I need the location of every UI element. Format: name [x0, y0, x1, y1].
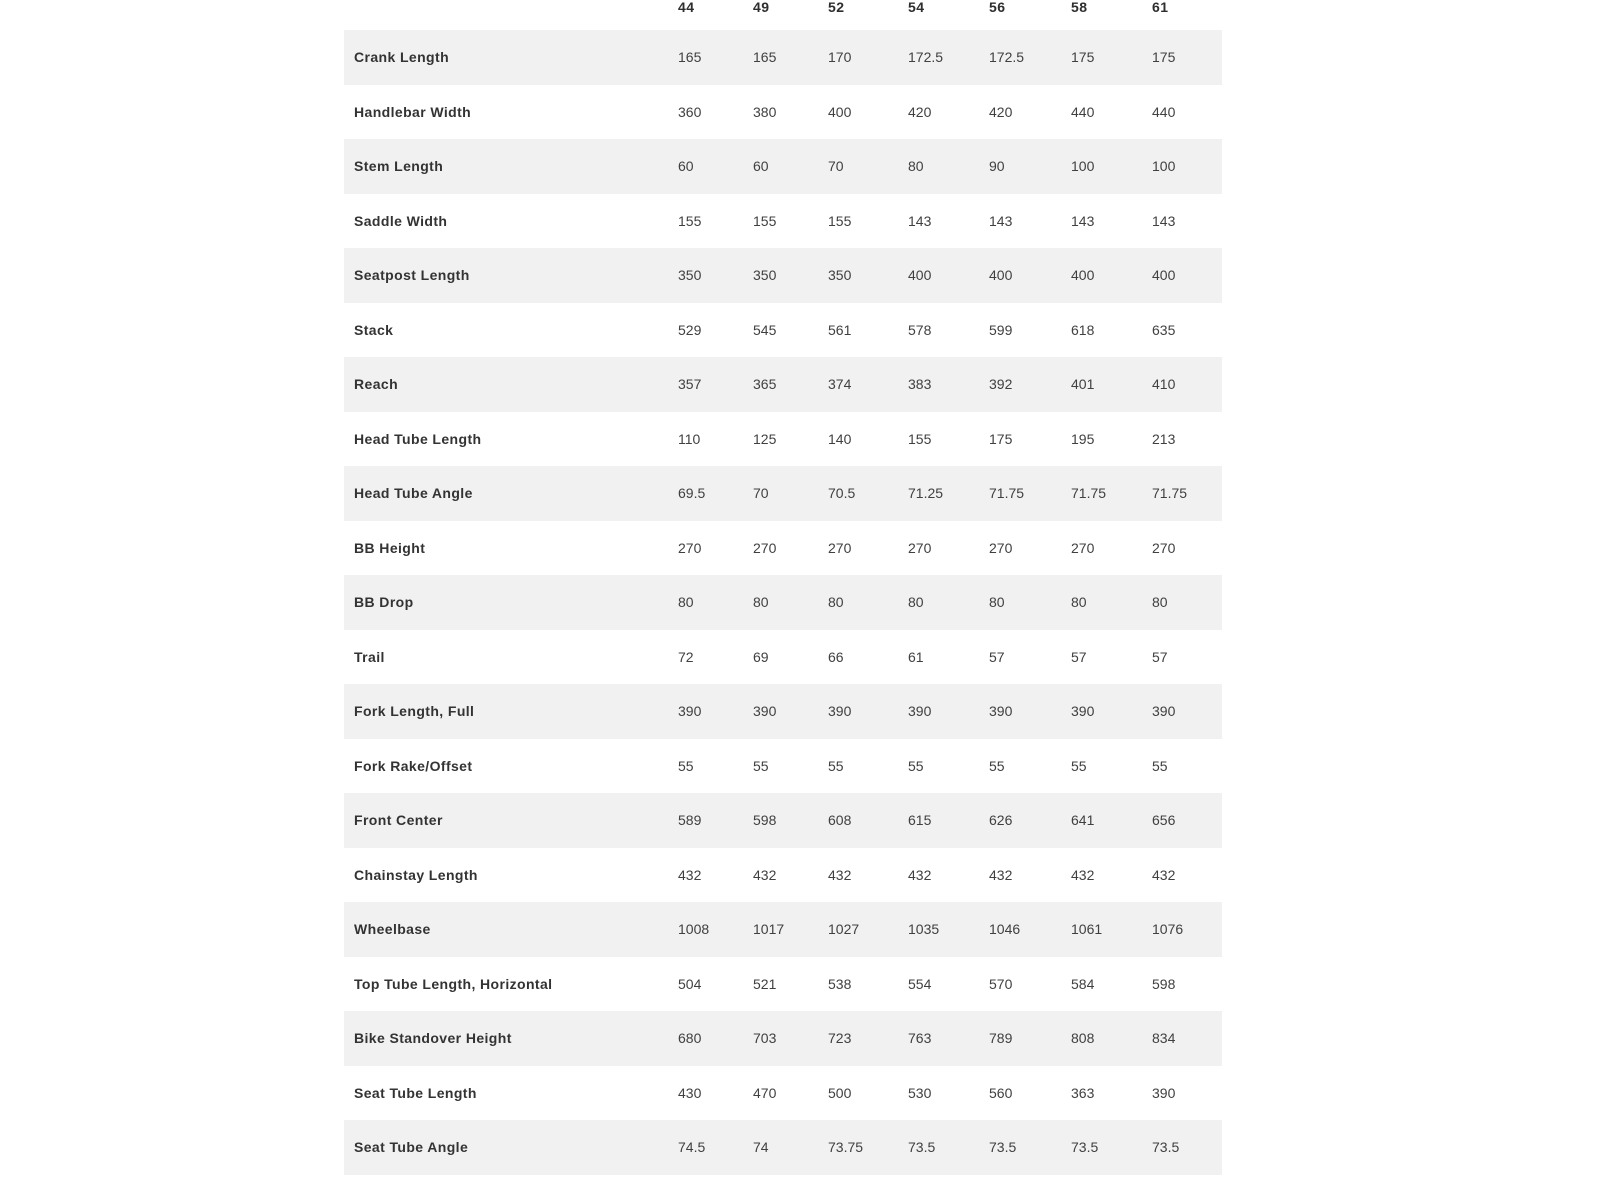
spec-value-cell: 365 — [753, 376, 777, 393]
table-row — [344, 303, 1222, 358]
spec-value-cell: 440 — [1071, 103, 1095, 120]
spec-row-label: Head Tube Length — [354, 430, 482, 447]
spec-value-cell: 570 — [989, 975, 1013, 992]
spec-value-cell: 470 — [753, 1084, 777, 1101]
geometry-table — [344, 0, 1222, 1175]
spec-value-cell: 70 — [828, 158, 844, 175]
spec-row-label: Seat Tube Angle — [354, 1139, 469, 1156]
spec-row-label: Chainstay Length — [354, 866, 478, 883]
spec-value-cell: 521 — [753, 975, 777, 992]
table-row — [344, 902, 1222, 957]
table-row — [344, 194, 1222, 249]
table-row — [344, 521, 1222, 576]
size-header-row — [344, 0, 1222, 30]
spec-row-label: Seatpost Length — [354, 267, 470, 284]
spec-value-cell: 71.75 — [1152, 485, 1188, 502]
spec-value-cell: 560 — [989, 1084, 1013, 1101]
spec-value-cell: 165 — [753, 49, 777, 66]
spec-value-cell: 155 — [908, 430, 932, 447]
spec-value-cell: 143 — [989, 212, 1013, 229]
spec-value-cell: 589 — [678, 812, 702, 829]
spec-value-cell: 1027 — [828, 921, 860, 938]
spec-value-cell: 808 — [1071, 1030, 1095, 1047]
spec-row-label: Top Tube Length, Horizontal — [354, 975, 553, 992]
spec-value-cell: 432 — [908, 866, 932, 883]
size-column-header: 49 — [753, 0, 770, 15]
spec-row-label: BB Height — [354, 539, 426, 556]
spec-row-label: Wheelbase — [354, 921, 431, 938]
spec-value-cell: 66 — [828, 648, 844, 665]
spec-value-cell: 538 — [828, 975, 852, 992]
spec-value-cell: 608 — [828, 812, 852, 829]
spec-value-cell: 615 — [908, 812, 932, 829]
spec-value-cell: 440 — [1152, 103, 1176, 120]
spec-value-cell: 69 — [753, 648, 769, 665]
spec-value-cell: 80 — [908, 594, 924, 611]
spec-value-cell: 584 — [1071, 975, 1095, 992]
table-row — [344, 139, 1222, 194]
spec-value-cell: 1076 — [1152, 921, 1184, 938]
spec-row-label: Fork Rake/Offset — [354, 757, 473, 774]
spec-value-cell: 350 — [753, 267, 777, 284]
spec-value-cell: 1035 — [908, 921, 940, 938]
spec-value-cell: 432 — [753, 866, 777, 883]
spec-value-cell: 680 — [678, 1030, 702, 1047]
spec-value-cell: 1008 — [678, 921, 710, 938]
table-row — [344, 1066, 1222, 1121]
spec-value-cell: 530 — [908, 1084, 932, 1101]
spec-value-cell: 80 — [828, 594, 844, 611]
spec-value-cell: 170 — [828, 49, 852, 66]
spec-value-cell: 374 — [828, 376, 852, 393]
table-row — [344, 575, 1222, 630]
spec-value-cell: 357 — [678, 376, 702, 393]
spec-value-cell: 400 — [908, 267, 932, 284]
spec-value-cell: 390 — [1071, 703, 1095, 720]
spec-value-cell: 270 — [989, 539, 1013, 556]
spec-value-cell: 175 — [1152, 49, 1176, 66]
spec-value-cell: 401 — [1071, 376, 1095, 393]
spec-value-cell: 1017 — [753, 921, 785, 938]
spec-value-cell: 90 — [989, 158, 1005, 175]
spec-value-cell: 55 — [828, 757, 844, 774]
spec-value-cell: 72 — [678, 648, 694, 665]
spec-value-cell: 71.25 — [908, 485, 944, 502]
spec-value-cell: 363 — [1071, 1084, 1095, 1101]
spec-value-cell: 60 — [678, 158, 694, 175]
spec-value-cell: 61 — [908, 648, 924, 665]
spec-value-cell: 500 — [828, 1084, 852, 1101]
size-column-header: 54 — [908, 0, 925, 15]
spec-value-cell: 432 — [678, 866, 702, 883]
spec-value-cell: 703 — [753, 1030, 777, 1047]
spec-value-cell: 57 — [1071, 648, 1087, 665]
spec-value-cell: 55 — [908, 757, 924, 774]
spec-value-cell: 73.5 — [1152, 1139, 1180, 1156]
spec-row-label: Bike Standover Height — [354, 1030, 512, 1047]
spec-value-cell: 350 — [678, 267, 702, 284]
table-row — [344, 412, 1222, 467]
spec-value-cell: 420 — [908, 103, 932, 120]
spec-value-cell: 834 — [1152, 1030, 1176, 1047]
spec-value-cell: 143 — [1071, 212, 1095, 229]
table-row — [344, 957, 1222, 1012]
spec-value-cell: 73.5 — [1071, 1139, 1099, 1156]
spec-value-cell: 110 — [678, 430, 701, 447]
spec-value-cell: 599 — [989, 321, 1013, 338]
spec-value-cell: 175 — [989, 430, 1013, 447]
spec-value-cell: 57 — [989, 648, 1005, 665]
spec-row-label: Handlebar Width — [354, 103, 472, 120]
spec-value-cell: 400 — [828, 103, 852, 120]
spec-value-cell: 80 — [1152, 594, 1168, 611]
spec-value-cell: 71.75 — [989, 485, 1025, 502]
spec-value-cell: 383 — [908, 376, 932, 393]
size-header — [344, 0, 1222, 30]
spec-value-cell: 270 — [828, 539, 852, 556]
spec-value-cell: 55 — [1071, 757, 1087, 774]
spec-value-cell: 125 — [753, 430, 777, 447]
spec-value-cell: 635 — [1152, 321, 1176, 338]
spec-row-label: Front Center — [354, 812, 443, 829]
size-column-header: 56 — [989, 0, 1006, 15]
spec-value-cell: 380 — [753, 103, 777, 120]
spec-value-cell: 390 — [1152, 1084, 1176, 1101]
spec-value-cell: 73.5 — [908, 1139, 936, 1156]
spec-value-cell: 175 — [1071, 49, 1095, 66]
size-column-header: 58 — [1071, 0, 1088, 15]
spec-value-cell: 626 — [989, 812, 1013, 829]
spec-value-cell: 80 — [989, 594, 1005, 611]
spec-row-label: Stack — [354, 321, 394, 338]
spec-value-cell: 1061 — [1071, 921, 1103, 938]
spec-value-cell: 390 — [1152, 703, 1176, 720]
spec-value-cell: 504 — [678, 975, 702, 992]
spec-value-cell: 390 — [989, 703, 1013, 720]
spec-value-cell: 70.5 — [828, 485, 856, 502]
table-row — [344, 357, 1222, 412]
spec-value-cell: 55 — [753, 757, 769, 774]
spec-value-cell: 432 — [989, 866, 1013, 883]
size-column-header: 52 — [828, 0, 845, 15]
spec-value-cell: 1046 — [989, 921, 1021, 938]
spec-value-cell: 390 — [678, 703, 702, 720]
spec-value-cell: 390 — [908, 703, 932, 720]
spec-value-cell: 392 — [989, 376, 1013, 393]
spec-value-cell: 400 — [1152, 267, 1176, 284]
spec-value-cell: 80 — [753, 594, 769, 611]
spec-value-cell: 390 — [753, 703, 777, 720]
spec-row-label: Seat Tube Length — [354, 1084, 477, 1101]
size-column-header: 61 — [1152, 0, 1169, 15]
spec-value-cell: 213 — [1152, 430, 1176, 447]
spec-value-cell: 55 — [678, 757, 694, 774]
spec-value-cell: 390 — [828, 703, 852, 720]
spec-value-cell: 723 — [828, 1030, 852, 1047]
spec-value-cell: 100 — [1071, 158, 1095, 175]
spec-value-cell: 80 — [908, 158, 924, 175]
table-row — [344, 248, 1222, 303]
spec-value-cell: 598 — [753, 812, 777, 829]
spec-value-cell: 432 — [1152, 866, 1176, 883]
spec-value-cell: 73.5 — [989, 1139, 1017, 1156]
spec-value-cell: 140 — [828, 430, 852, 447]
spec-value-cell: 73.75 — [828, 1139, 864, 1156]
spec-value-cell: 432 — [1071, 866, 1095, 883]
spec-value-cell: 155 — [828, 212, 852, 229]
spec-value-cell: 545 — [753, 321, 777, 338]
spec-value-cell: 763 — [908, 1030, 932, 1047]
spec-value-cell: 74.5 — [678, 1139, 706, 1156]
table-row — [344, 630, 1222, 685]
spec-value-cell: 172.5 — [908, 49, 944, 66]
table-row — [344, 793, 1222, 848]
spec-row-label: Saddle Width — [354, 212, 448, 229]
table-row — [344, 1011, 1222, 1066]
spec-value-cell: 578 — [908, 321, 932, 338]
spec-value-cell: 165 — [678, 49, 702, 66]
table-row — [344, 85, 1222, 140]
spec-value-cell: 55 — [1152, 757, 1168, 774]
spec-value-cell: 618 — [1071, 321, 1095, 338]
table-row — [344, 848, 1222, 903]
spec-value-cell: 70 — [753, 485, 769, 502]
spec-value-cell: 270 — [678, 539, 702, 556]
spec-value-cell: 561 — [828, 321, 852, 338]
spec-value-cell: 143 — [908, 212, 932, 229]
spec-value-cell: 554 — [908, 975, 932, 992]
spec-value-cell: 656 — [1152, 812, 1176, 829]
spec-value-cell: 432 — [828, 866, 852, 883]
spec-row-label: Reach — [354, 376, 399, 393]
spec-value-cell: 430 — [678, 1084, 702, 1101]
spec-row-label: BB Drop — [354, 594, 414, 611]
spec-row-label: Trail — [354, 648, 385, 665]
table-row — [344, 684, 1222, 739]
spec-value-cell: 155 — [753, 212, 777, 229]
spec-value-cell: 270 — [908, 539, 932, 556]
spec-value-cell: 420 — [989, 103, 1013, 120]
spec-row-label: Fork Length, Full — [354, 703, 475, 720]
spec-row-label: Stem Length — [354, 158, 444, 175]
spec-value-cell: 80 — [678, 594, 694, 611]
spec-value-cell: 143 — [1152, 212, 1176, 229]
spec-value-cell: 641 — [1071, 812, 1095, 829]
size-header-blank — [344, 0, 678, 30]
table-row — [344, 739, 1222, 794]
spec-value-cell: 270 — [753, 539, 777, 556]
spec-value-cell: 71.75 — [1071, 485, 1107, 502]
spec-value-cell: 195 — [1071, 430, 1095, 447]
spec-value-cell: 400 — [989, 267, 1013, 284]
spec-value-cell: 270 — [1152, 539, 1176, 556]
spec-value-cell: 598 — [1152, 975, 1176, 992]
spec-value-cell: 57 — [1152, 648, 1168, 665]
size-column-header: 44 — [678, 0, 695, 15]
spec-value-cell: 74 — [753, 1139, 769, 1156]
table-row — [344, 1120, 1222, 1175]
spec-value-cell: 100 — [1152, 158, 1176, 175]
spec-value-cell: 80 — [1071, 594, 1087, 611]
spec-value-cell: 400 — [1071, 267, 1095, 284]
spec-value-cell: 270 — [1071, 539, 1095, 556]
table-row — [344, 30, 1222, 85]
spec-value-cell: 155 — [678, 212, 702, 229]
spec-row-label: Head Tube Angle — [354, 485, 473, 502]
spec-value-cell: 529 — [678, 321, 702, 338]
spec-value-cell: 55 — [989, 757, 1005, 774]
spec-value-cell: 69.5 — [678, 485, 706, 502]
geometry-table-body — [344, 30, 1222, 1175]
table-row — [344, 466, 1222, 521]
spec-value-cell: 60 — [753, 158, 769, 175]
spec-value-cell: 360 — [678, 103, 702, 120]
spec-row-label: Crank Length — [354, 49, 450, 66]
spec-value-cell: 350 — [828, 267, 852, 284]
spec-value-cell: 789 — [989, 1030, 1013, 1047]
spec-value-cell: 172.5 — [989, 49, 1025, 66]
spec-value-cell: 410 — [1152, 376, 1176, 393]
